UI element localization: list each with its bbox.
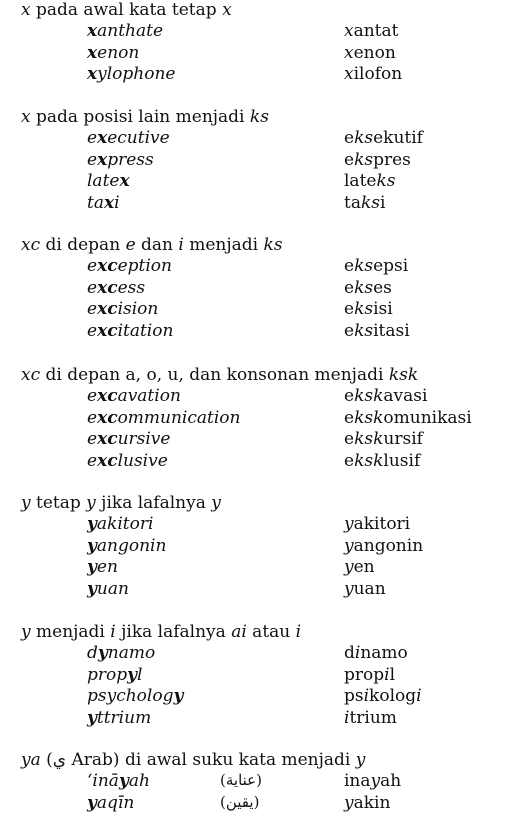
indonesian-term: yuan <box>344 578 386 599</box>
foreign-term: propyl <box>87 664 143 685</box>
example-row <box>0 408 522 429</box>
example-row <box>0 256 522 277</box>
example-row <box>0 43 522 64</box>
rule-heading: ya (ي Arab) di awal suku kata menjadi y <box>21 750 366 770</box>
foreign-term: latex <box>87 171 130 192</box>
example-row <box>0 386 522 407</box>
indonesian-term: yangonin <box>344 535 424 556</box>
example-row <box>0 299 522 320</box>
example-row <box>0 793 522 814</box>
indonesian-term: propil <box>344 664 396 685</box>
indonesian-term: xilofon <box>344 64 403 85</box>
indonesian-term: xenon <box>344 42 396 63</box>
indonesian-term: ekses <box>344 277 392 298</box>
indonesian-term: eksklusif <box>344 450 421 471</box>
rule-heading: xc di depan e dan i menjadi ks <box>21 235 283 255</box>
example-row <box>0 451 522 472</box>
indonesian-term: ekskomunikasi <box>344 407 472 428</box>
example-row <box>0 643 522 664</box>
indonesian-term: yen <box>344 557 375 578</box>
foreign-term: dynamo <box>87 643 156 663</box>
example-row <box>0 171 522 192</box>
foreign-term: yuan <box>87 578 129 599</box>
foreign-term: xylophone <box>87 64 176 85</box>
indonesian-term: xantat <box>344 21 399 41</box>
foreign-term: yaqīn <box>87 792 135 813</box>
indonesian-term: psikologi <box>344 686 422 707</box>
indonesian-term: ekspres <box>344 149 411 170</box>
indonesian-term: yakitori <box>344 514 411 534</box>
foreign-term: psychology <box>87 686 184 707</box>
rule-heading: y menjadi i jika lafalnya ai atau i <box>21 622 302 642</box>
foreign-term: xenon <box>87 42 140 63</box>
foreign-term: yangonin <box>87 535 167 556</box>
foreign-term: excursive <box>87 429 171 450</box>
indonesian-term: ekskavasi <box>344 386 428 406</box>
indonesian-term: ekskursif <box>344 429 423 450</box>
example-row <box>0 21 522 42</box>
foreign-term: exception <box>87 256 172 276</box>
arabic-script: (عناية) <box>220 771 262 789</box>
indonesian-term: eksisi <box>344 299 393 320</box>
foreign-term: executive <box>87 128 170 148</box>
foreign-term: yen <box>87 557 118 578</box>
example-row <box>0 150 522 171</box>
rule-heading: x pada posisi lain menjadi ks <box>21 107 269 127</box>
example-row <box>0 64 522 85</box>
foreign-term: excision <box>87 299 159 320</box>
example-row <box>0 557 522 578</box>
foreign-term: excess <box>87 277 146 298</box>
indonesian-term: eksepsi <box>344 256 409 276</box>
indonesian-term: eksekutif <box>344 128 423 148</box>
foreign-term: excitation <box>87 320 174 341</box>
foreign-term: ʻināyah <box>87 771 150 791</box>
indonesian-term: lateks <box>344 171 396 192</box>
example-row <box>0 686 522 707</box>
indonesian-term: eksitasi <box>344 320 410 341</box>
rule-heading: y tetap y jika lafalnya y <box>21 493 221 513</box>
rule-heading: x pada awal kata tetap x <box>21 0 232 20</box>
example-row <box>0 708 522 729</box>
foreign-term: excommunication <box>87 407 241 428</box>
indonesian-term: dinamo <box>344 643 408 663</box>
foreign-term: express <box>87 149 154 170</box>
example-row <box>0 665 522 686</box>
example-row <box>0 579 522 600</box>
rule-heading: xc di depan a, o, u, dan konsonan menjadi ksk <box>21 365 419 385</box>
indonesian-term: taksi <box>344 192 386 213</box>
example-row <box>0 193 522 214</box>
foreign-term: excavation <box>87 386 181 406</box>
example-row <box>0 536 522 557</box>
foreign-term: taxi <box>87 192 120 213</box>
example-row <box>0 128 522 149</box>
example-row <box>0 429 522 450</box>
foreign-term: exclusive <box>87 450 168 471</box>
indonesian-term: itrium <box>344 707 397 728</box>
example-row <box>0 514 522 535</box>
example-row <box>0 278 522 299</box>
example-row <box>0 321 522 342</box>
indonesian-term: inayah <box>344 771 402 791</box>
example-row <box>0 771 522 792</box>
foreign-term: yakitori <box>87 514 154 534</box>
arabic-script: (يقين) <box>220 792 260 811</box>
foreign-term: xanthate <box>87 21 164 41</box>
foreign-term: yttrium <box>87 707 152 728</box>
indonesian-term: yakin <box>344 792 391 813</box>
